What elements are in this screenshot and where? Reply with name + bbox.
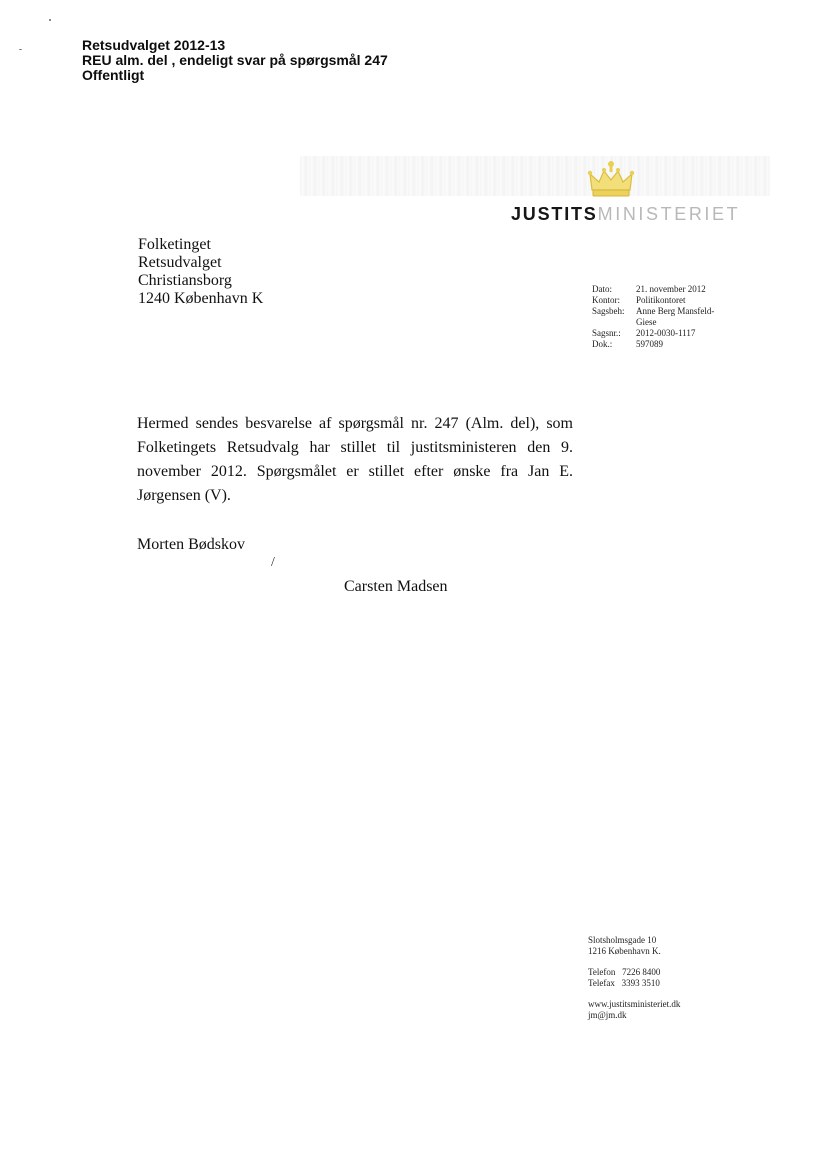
meta-value: 21. november 2012: [636, 284, 706, 294]
meta-label: Sagsbeh:: [592, 306, 625, 316]
stamp-reference: REU alm. del , endeligt svar på spørgsmål 247: [82, 52, 388, 68]
letter-body: Hermed sendes besvarelse af spørgsmål nr. 247 (Alm. del), som Folketingets Retsudvalg har stillet til justitsministeren den 9. november 2012. Spørgsmålet er stillet efter ønske fra Jan E. Jørgensen (V).: [137, 415, 573, 504]
meta-value: 2012-0030-1117: [636, 328, 696, 338]
case-metadata: [592, 284, 714, 350]
meta-value: Giese: [636, 317, 657, 327]
meta-value: Politikontoret: [636, 295, 686, 305]
footer-telefon: Telefon 7226 8400: [588, 967, 661, 977]
footer-street: Slotsholmsgade 10: [588, 935, 657, 945]
meta-label: Dato:: [592, 284, 612, 294]
recipient-line: Christiansborg: [138, 272, 232, 289]
meta-row-sagsnr: [592, 328, 714, 339]
meta-label: Dok.:: [592, 339, 613, 349]
signature-slash: /: [271, 555, 275, 570]
meta-row-sagsbeh-cont: [592, 317, 714, 328]
footer-email-link[interactable]: jm@jm.dk: [588, 1010, 627, 1020]
filing-stamp: [82, 38, 388, 83]
footer-website-link[interactable]: www.justitsministeriet.dk: [588, 999, 681, 1009]
meta-row-kontor: [592, 295, 714, 306]
meta-value: Anne Berg Mansfeld-: [636, 306, 715, 316]
meta-row-sagsbeh: [592, 306, 714, 317]
scan-speck: [19, 49, 22, 50]
recipient-address: [138, 236, 263, 308]
stamp-committee: Retsudvalget 2012-13: [82, 37, 226, 53]
footer-city: 1216 København K.: [588, 946, 661, 956]
meta-label: Sagsnr.:: [592, 328, 621, 338]
meta-row-dato: [592, 284, 714, 295]
stamp-status: Offentligt: [82, 67, 145, 83]
meta-row-dok: [592, 339, 714, 350]
official-signature: Carsten Madsen: [344, 578, 448, 595]
letterhead-band: [300, 156, 770, 196]
meta-value: 597089: [636, 339, 663, 349]
logo-bold-text: JUSTITS: [511, 204, 598, 224]
crown-icon: [586, 160, 636, 200]
footer-telefax: Telefax 3393 3510: [588, 978, 660, 988]
meta-label: Kontor:: [592, 295, 620, 305]
ministry-contact-footer: [588, 935, 680, 1021]
scan-speck: [49, 19, 51, 21]
minister-signature: Morten Bødskov: [137, 536, 245, 553]
recipient-line: 1240 København K: [138, 290, 264, 307]
ministry-logo: [511, 204, 740, 225]
recipient-line: Retsudvalget: [138, 254, 222, 271]
recipient-line: Folketinget: [138, 236, 211, 253]
logo-light-text: MINISTERIET: [597, 204, 741, 224]
